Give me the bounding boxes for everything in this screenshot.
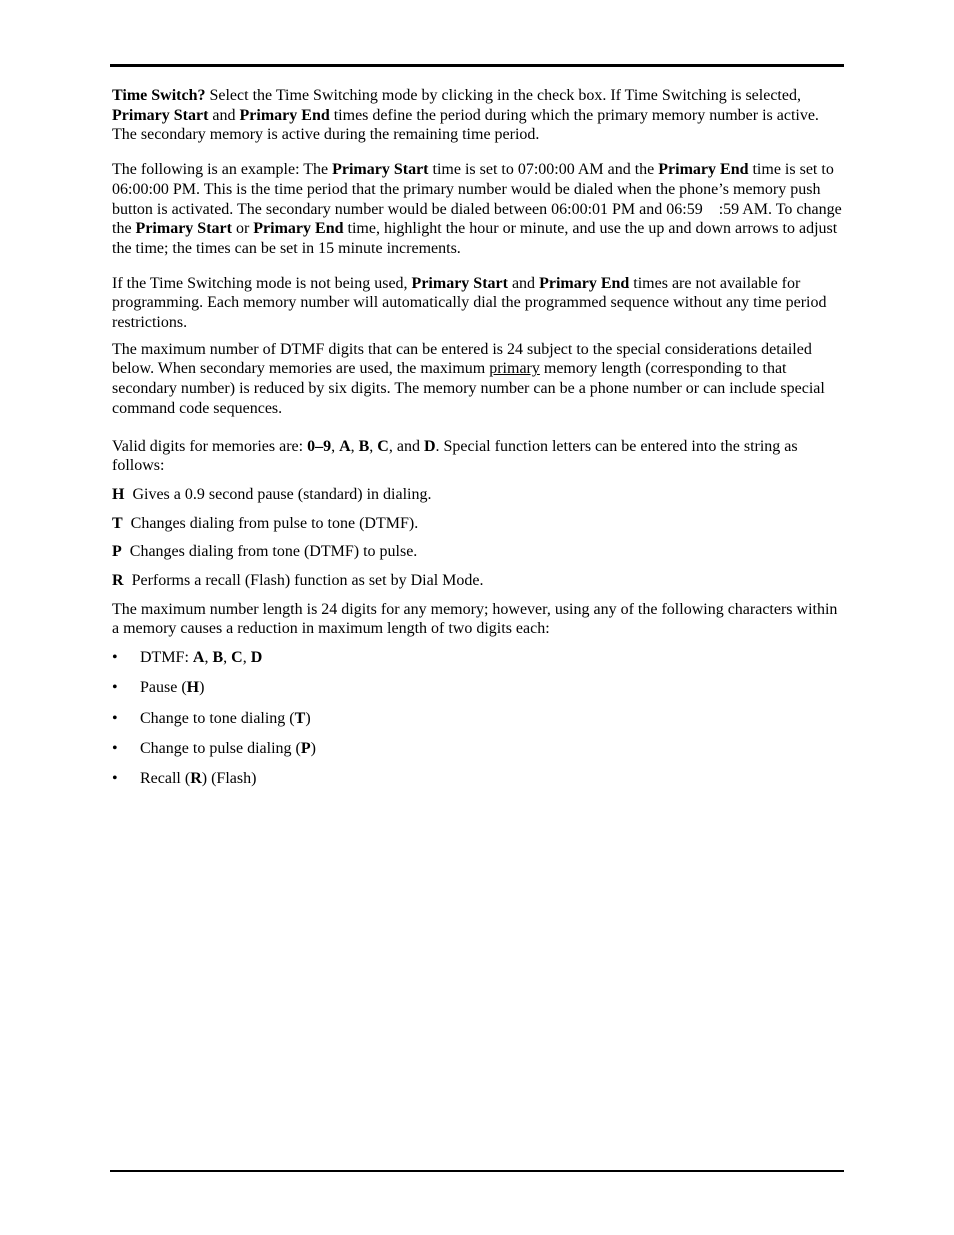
- bold-text: C: [231, 649, 243, 667]
- text: Changes dialing from tone (DTMF) to pulse.: [121, 543, 418, 561]
- max-length-paragraph: The maximum number length is 24 digits for any memory; however, using any of the following characters within a memory causes a reduction in maximum length of two digits each:: [112, 600, 838, 638]
- dtmf-max-paragraph: [112, 340, 842, 419]
- function-item-h: [112, 485, 842, 505]
- term-primary-start: Primary Start: [112, 106, 209, 124]
- text: ,: [350, 437, 359, 455]
- text: ,: [223, 649, 232, 667]
- term-primary-start: Primary Start: [411, 274, 508, 292]
- text: DTMF:: [140, 649, 193, 667]
- bold-text: A: [339, 437, 351, 455]
- term-primary-end: Primary End: [253, 220, 344, 238]
- text: and: [208, 106, 240, 124]
- bold-text: D: [423, 437, 436, 455]
- list-item-tone: [112, 709, 842, 729]
- no-time-switch-paragraph: [112, 274, 842, 333]
- header-rule: [110, 64, 844, 67]
- term-primary-start: Primary Start: [135, 220, 232, 238]
- text: ): [199, 679, 205, 697]
- text: Valid digits for memories are:: [112, 437, 308, 455]
- bold-text: T: [112, 514, 123, 532]
- function-item-p: [112, 542, 842, 562]
- bold-text: B: [358, 437, 370, 455]
- list-item-pulse: [112, 739, 842, 759]
- example-paragraph: [112, 160, 842, 259]
- text: ,: [242, 649, 251, 667]
- bold-text: A: [192, 649, 205, 667]
- bold-text: B: [212, 649, 224, 667]
- text: ): [310, 740, 316, 758]
- text: times define the period during which the primary memory number is active. The secondary memory is active during the remaining time period.: [112, 106, 819, 144]
- text: The maximum number of DTMF digits that can be entered is 24 subject to the special considerations detailed below. When secondary memories are used, the maximum: [112, 340, 812, 378]
- bold-text: R: [112, 572, 124, 590]
- term-primary-end: Primary End: [539, 274, 630, 292]
- function-item-t: [112, 514, 842, 534]
- bullet-icon: •: [112, 679, 118, 697]
- text: ): [305, 709, 311, 727]
- text: ,: [204, 649, 213, 667]
- bold-text: H: [186, 679, 200, 697]
- time-switch-paragraph: [112, 86, 842, 145]
- bold-text: H: [112, 485, 125, 503]
- text: times are not available for programming. Each memory number will automatically dial the programmed sequence without any time period restrictions.: [112, 274, 827, 332]
- page-body: [112, 86, 842, 800]
- text: time, highlight the hour or minute, and use the up and down arrows to adjust the time; the times can be set in 15 minute increments.: [112, 220, 838, 257]
- bold-text: D: [250, 649, 263, 667]
- bold-text: P: [112, 543, 122, 561]
- text: Select the Time Switching mode by clicking in the check box. If Time Switching is selected,: [205, 87, 801, 104]
- text: The following is an example: The: [112, 161, 333, 179]
- bold-text: 0–9: [307, 437, 332, 455]
- text: Recall (: [140, 770, 191, 788]
- term-primary-start: Primary Start: [332, 161, 429, 179]
- bold-text: R: [190, 770, 202, 788]
- bullet-icon: •: [112, 740, 118, 758]
- text: :59 AM. To change the: [112, 200, 842, 238]
- reduction-list: [112, 648, 842, 789]
- footer-rule: [110, 1170, 844, 1172]
- term-primary-end: Primary End: [239, 106, 330, 124]
- text: Change to tone dialing (: [140, 709, 295, 727]
- text: and: [507, 274, 540, 292]
- term-primary-end: Primary End: [658, 161, 749, 179]
- text: Change to pulse dialing (: [140, 740, 301, 758]
- bold-text: C: [377, 437, 389, 455]
- text: ) (Flash): [201, 770, 257, 788]
- text: or: [231, 220, 254, 238]
- text: ,: [369, 437, 378, 455]
- underlined-primary: primary: [489, 360, 540, 378]
- text: memory length (corresponding to that secondary number) is reduced by six digits. The memory number can be a phone number or can include special command code sequences.: [112, 360, 825, 417]
- time-switch-term: Time Switch?: [112, 87, 206, 104]
- text: Changes dialing from pulse to tone (DTMF).: [122, 514, 419, 532]
- text: time is set to 06:00:00 PM. This is the time period that the primary number would be dialed when the phone’s memory push button is activated. The secondary number would be dialed between 06:00:01 PM and 06:59: [112, 161, 834, 218]
- text: time is set to 07:00:00 AM and the: [428, 161, 659, 179]
- text: Gives a 0.9 second pause (standard) in dialing.: [124, 485, 432, 503]
- bold-text: P: [300, 740, 311, 758]
- list-item-dtmf: [112, 648, 842, 668]
- text: Performs a recall (Flash) function as set by Dial Mode.: [123, 572, 484, 590]
- list-item-recall: [112, 769, 842, 789]
- text: . Special function letters can be entered into the string as follows:: [112, 437, 798, 475]
- list-item-pause: [112, 678, 842, 698]
- bullet-icon: •: [112, 709, 118, 727]
- bullet-icon: •: [112, 770, 118, 788]
- text: If the Time Switching mode is not being used,: [112, 274, 412, 292]
- text: ,: [331, 437, 340, 455]
- bullet-icon: •: [112, 649, 118, 667]
- function-item-r: [112, 571, 842, 591]
- bold-text: T: [294, 709, 306, 727]
- valid-digits-paragraph: [112, 437, 842, 476]
- text: , and: [388, 437, 424, 455]
- text: Pause (: [140, 679, 187, 697]
